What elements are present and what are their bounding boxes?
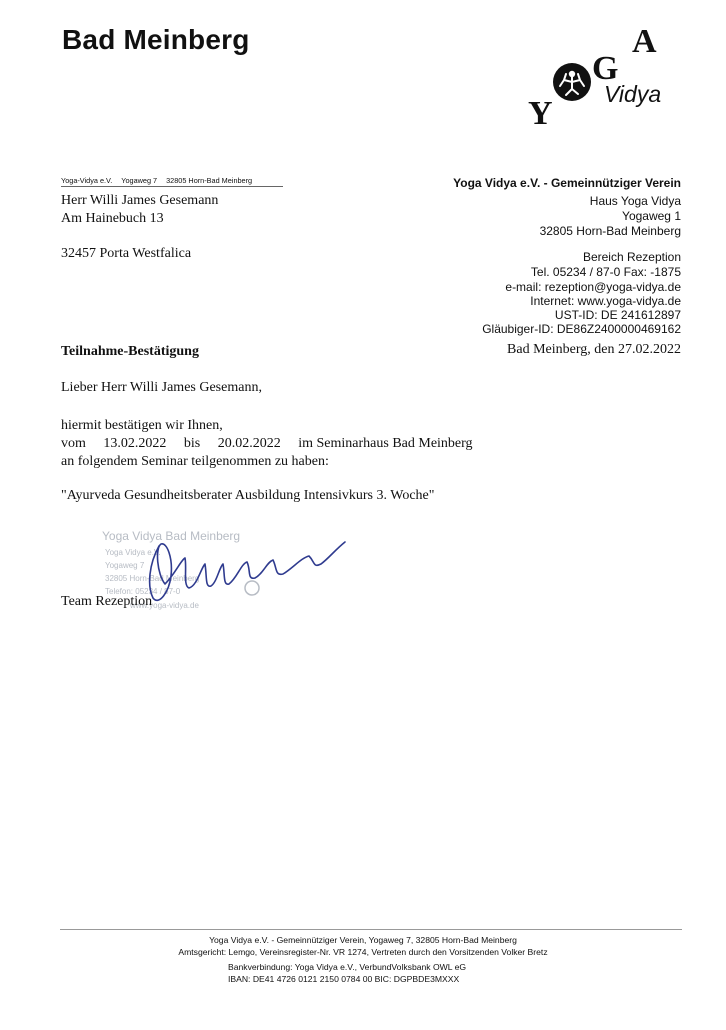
logo-vidya-text: Vidya	[604, 81, 662, 107]
dates-vom: vom	[61, 436, 86, 451]
letter-closing: Team Rezeption	[61, 594, 153, 609]
sender-street: Yogaweg 7	[121, 176, 158, 185]
org-vat-id: UST-ID: DE 241612897	[554, 308, 681, 322]
handwritten-signature	[145, 534, 350, 604]
dates-start: 13.02.2022	[103, 436, 167, 451]
org-creditor-id: Gläubiger-ID: DE86Z2400000469162	[482, 322, 681, 336]
letter-line-confirm: hiermit bestätigen wir Ihnen,	[61, 418, 223, 433]
logo-letter-a: A	[632, 23, 657, 60]
letter-line-participated: an folgendem Seminar teilgenommen zu haben:	[61, 454, 329, 469]
org-phone: Tel. 05234 / 87-0 Fax: -1875	[530, 265, 681, 279]
footer-registry: Amtsgericht: Lemgo, Vereinsregister-Nr. VR 1274, Vertreten durch den Vorsitzenden Volker Bretz	[178, 947, 548, 957]
sender-divider	[61, 186, 283, 187]
footer-org: Yoga Vidya e.V. - Gemeinnütziger Verein, Yogaweg 7, 32805 Horn-Bad Meinberg	[209, 935, 517, 945]
sender-address-line	[61, 176, 261, 185]
footer-iban: IBAN: DE41 4726 0121 2150 0784 00 BIC: DGPBDE3MXXX	[228, 974, 460, 984]
dancing-figure-icon	[553, 63, 591, 101]
sender-city: 32805 Horn-Bad Meinberg	[166, 176, 253, 185]
letter-line-dates	[61, 436, 473, 452]
org-department: Bereich Rezeption	[582, 250, 681, 264]
dates-end: 20.02.2022	[217, 436, 281, 451]
stamp-line-4: 32805 Horn-Bad Meinberg	[105, 574, 200, 583]
recipient-city: 32457 Porta Westfalica	[61, 246, 192, 261]
stamp-line-5: Telefon: 05234 / 87-0	[105, 587, 181, 596]
letter-subject: Teilnahme-Bestätigung	[61, 344, 199, 359]
logo-letter-g: G	[592, 50, 619, 87]
seminar-title: "Ayurveda Gesundheitsberater Ausbildung Intensivkurs 3. Woche"	[61, 488, 435, 503]
stamp-line-2: Yoga Vidya e.V.	[105, 548, 161, 557]
sender-org: Yoga-Vidya e.V.	[61, 176, 113, 185]
org-line-street: Yogaweg 1	[622, 209, 681, 223]
stamp-line-1: Yoga Vidya Bad Meinberg	[102, 529, 241, 543]
org-line-city: 32805 Horn-Bad Meinberg	[539, 224, 681, 238]
letter-date: Bad Meinberg, den 27.02.2022	[507, 342, 681, 357]
recipient-street: Am Hainebuch 13	[61, 211, 164, 226]
org-line-house: Haus Yoga Vidya	[589, 194, 681, 208]
stamp-line-3: Yogaweg 7	[105, 561, 145, 570]
stamp-line-6: www.yoga-vidya.de	[130, 601, 199, 610]
footer-divider	[60, 929, 682, 930]
recipient-name: Herr Willi James Gesemann	[61, 193, 219, 208]
letter-salutation: Lieber Herr Willi James Gesemann,	[61, 380, 262, 395]
dates-bis: bis	[183, 436, 201, 451]
logo-letter-y: Y	[528, 95, 553, 128]
footer-bank: Bankverbindung: Yoga Vidya e.V., VerbundVolksbank OWL eG	[228, 962, 467, 972]
org-email: e-mail: rezeption@yoga-vidya.de	[505, 280, 681, 294]
org-website: Internet: www.yoga-vidya.de	[530, 294, 681, 308]
org-name: Yoga Vidya e.V. - Gemeinnütziger Verein	[453, 176, 681, 190]
yoga-vidya-logo	[520, 16, 680, 128]
dates-place: im Seminarhaus Bad Meinberg	[298, 436, 473, 451]
letterhead-title: Bad Meinberg	[62, 24, 250, 55]
